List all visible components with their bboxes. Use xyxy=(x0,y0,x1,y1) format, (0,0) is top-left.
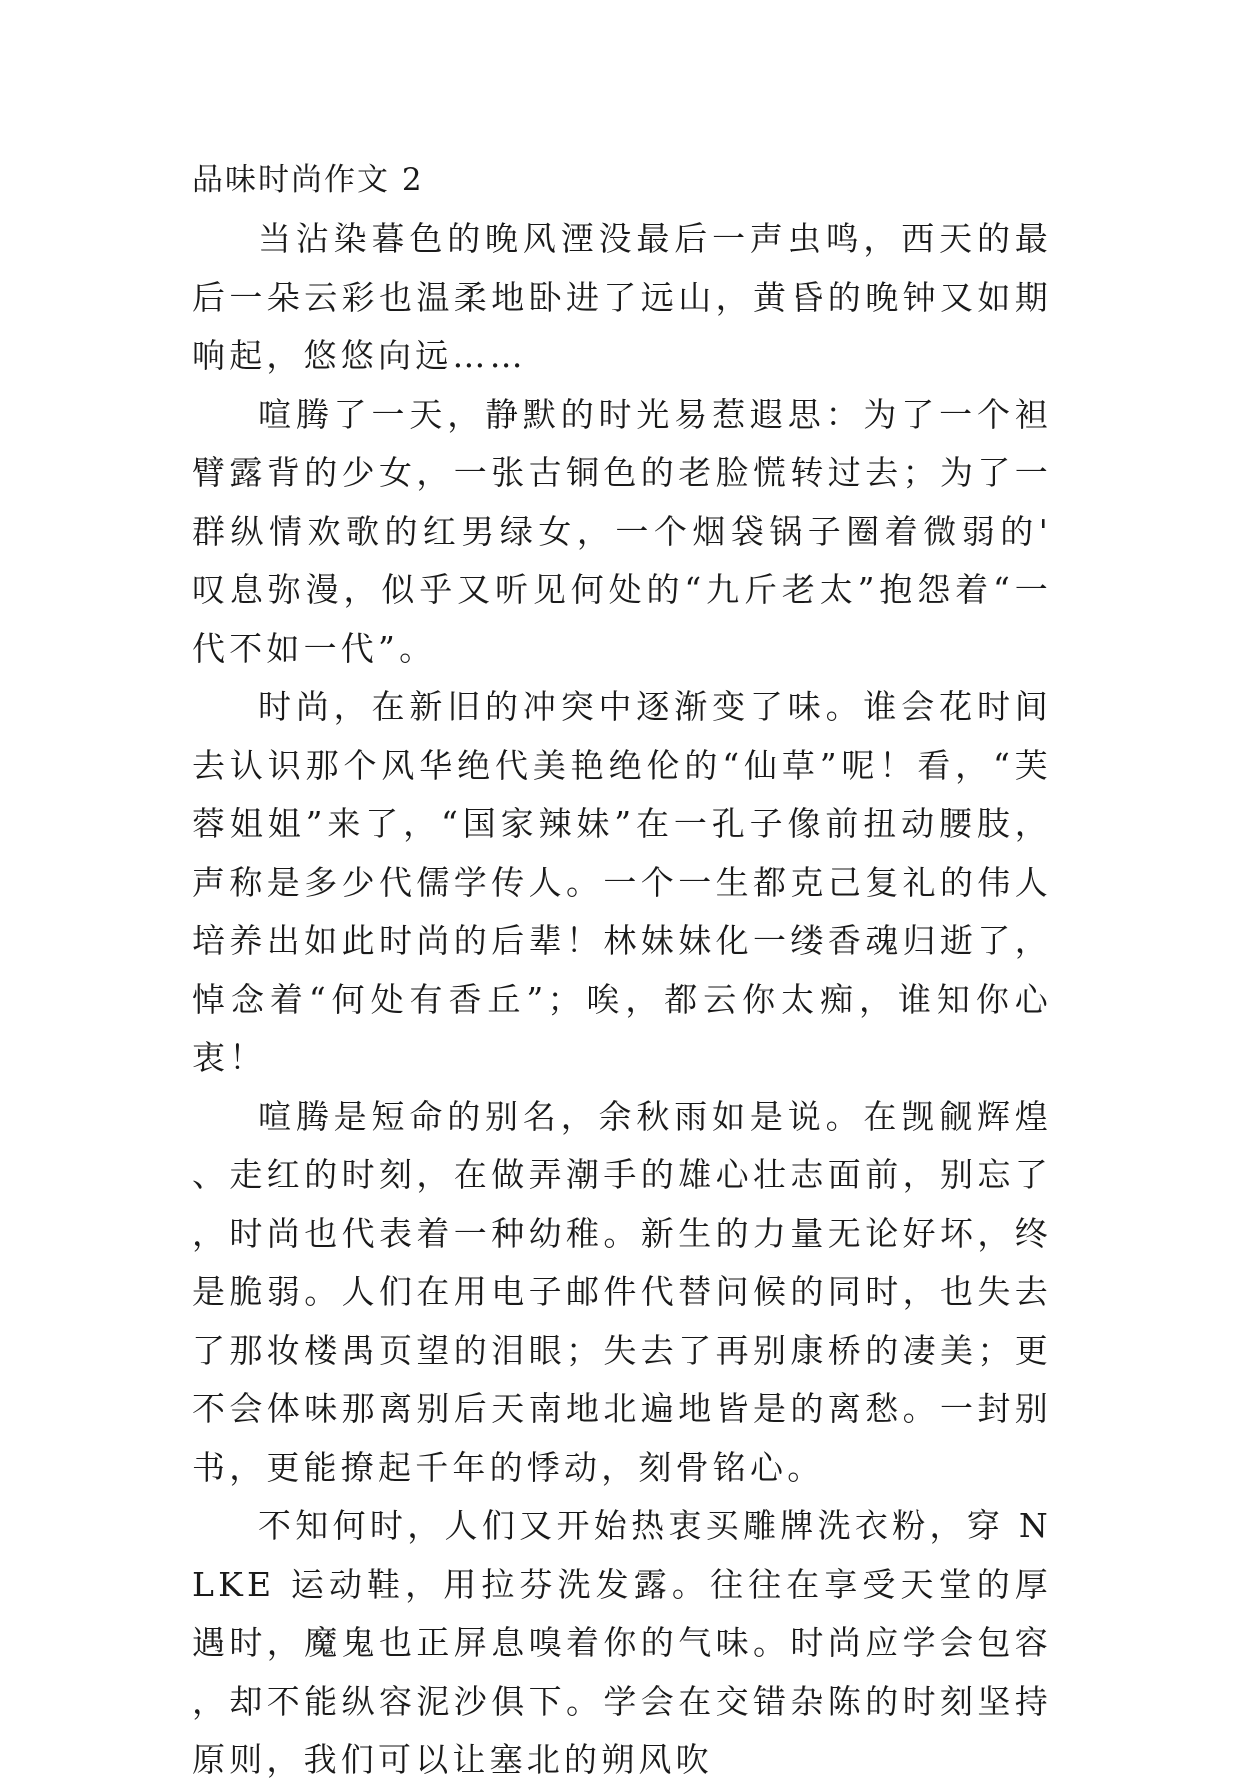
paragraph-3: 时尚，在新旧的冲突中逐渐变了味。谁会花时间去认识那个风华绝代美艳绝伦的“仙草”呢！看，“芙蓉姐姐”来了，“国家辣妹”在一孔子像前扭动腰肢，声称是多少代儒学传人。一个一生都克己复礼的伟人培养出如此时尚的后辈！林妹妹化一缕香魂归逝了，悼念着“何处有香丘”；唉，都云你太痴，谁知你心衷！ xyxy=(192,687,1052,1077)
paragraph-1: 当沾染暮色的晚风湮没最后一声虫鸣，西天的最后一朵云彩也温柔地卧进了远山，黄昏的晚钟又如期响起，悠悠向远…… xyxy=(192,219,1052,375)
paragraph-4: 喧腾是短命的别名，余秋雨如是说。在觊觎辉煌、走红的时刻，在做弄潮手的雄心壮志面前，别忘了，时尚也代表着一种幼稚。新生的力量无论好坏，终是脆弱。人们在用电子邮件代替问候的同时，也失去了那妆楼禺页望的泪眼；失去了再别康桥的凄美；更不会体味那离别后天南地北遍地皆是的离愁。一封别书，更能撩起千年的悸动，刻骨铭心。 xyxy=(192,1096,1052,1487)
document-title: 品味时尚作文 2 xyxy=(192,162,424,198)
document-page xyxy=(192,150,1052,1790)
paragraph-2: 喧腾了一天，静默的时光易惹遐思：为了一个袒臂露背的少女，一张古铜色的老脸慌转过去；为了一群纵情欢歌的红男绿女，一个烟袋锅子圈着微弱的'叹息弥漫，似乎又听见何处的“九斤老太”抱怨着“一代不如一代”。 xyxy=(192,394,1052,668)
paragraph-5: 不知何时，人们又开始热衷买雕牌洗衣粉，穿 NLKE 运动鞋，用拉芬洗发露。往往在享受天堂的厚遇时，魔鬼也正屏息嗅着你的气味。时尚应学会包容，却不能纵容泥沙俱下。学会在交错杂陈的时刻坚持原则，我们可以让塞北的朔风吹 xyxy=(192,1506,1052,1779)
